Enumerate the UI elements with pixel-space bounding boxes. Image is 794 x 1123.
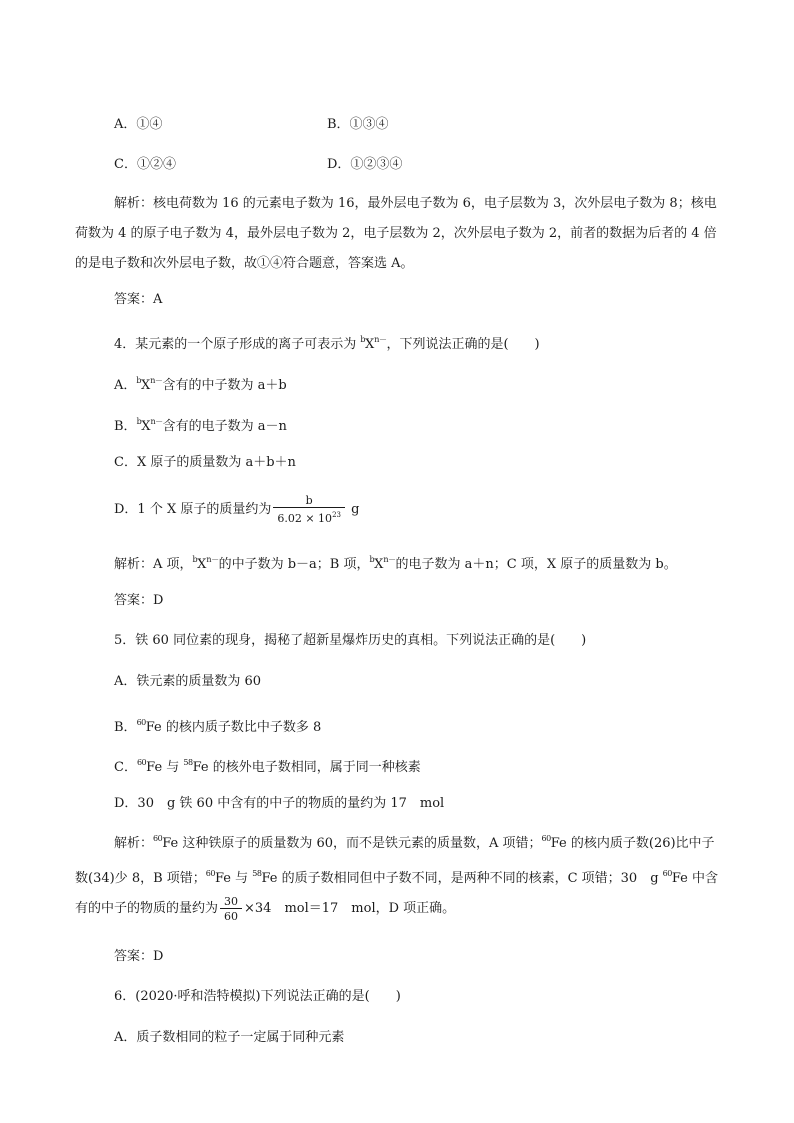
q5-analysis: 解析：$^{60}$Fe 这种铁原子的质量数为 60，而不是铁元素的质量数，A 项错；$^{60}$Fe 的核内质子数(26)比中子数(34)少 8，B 项错；$^{60}$Fe 与 $^{58}$Fe 的质子数相同但中子数不同，是两种不同的核素，C 项错；30 g $^{60}$Fe 中含有的中子的物质的量约为 $\frac{30}{60}$ ×34 mol＝17 mol，D 项正确。 [75,834,718,923]
q4-option-a: A．$^bX^{n-}$含有的中子数为 a＋b [114,376,287,393]
q4-stem-post: ，下列说法正确的是( ) [386,337,540,352]
ion-notation: $^bX^{n-}$ [136,417,163,434]
q4-option-b: B．$^bX^{n-}$含有的电子数为 a－n [114,417,287,434]
ion-notation: $^bX^{n-}$ [192,555,219,572]
q4-option-c: C．X 原子的质量数为 a＋b＋n [114,455,296,470]
q3-answer: 答案：A [114,292,163,307]
q3-analysis: 解析：核电荷数为 16 的元素电子数为 16，最外层电子数为 6，电子层数为 3，次外层电子数为 8；核电荷数为 4 的原子电子数为 4，最外层电子数为 2，电子层数为 2，次外层电子数为 2，前者的数据为后者的 4 倍的是电子数和次外层电子数，故①④符合题意，答案选 A。 [75,196,717,271]
q5-option-c: C．$^{60}$Fe 与 $^{58}$Fe 的核外电子数相同，属于同一种核素 [114,758,421,775]
q5-answer: 答案：D [114,949,164,964]
q5-option-b: B．$^{60}$Fe 的核内质子数比中子数多 8 [114,718,322,735]
ion-notation: $^bX^{n-}$ [136,376,163,393]
option-c: C．①②④ [114,157,176,172]
fraction: $\frac{30}{60}$ [220,895,242,923]
q4-stem-pre: 4．某元素的一个原子形成的离子可表示为 [114,337,361,352]
q4-option-d: D．1 个 X 原子的质量约为 $\frac{b}{6.02 \times 10^{23}}$ g [114,494,360,525]
q4-answer: 答案：D [114,593,164,608]
ion-notation: $^bX^{n-}$ [360,335,387,352]
q6-stem: 6．(2020·呼和浩特模拟)下列说法正确的是( ) [114,989,401,1004]
fraction: $\frac{b}{6.02 \times 10^{23}}$ [273,494,345,525]
ion-notation: $^bX^{n-}$ [369,555,396,572]
q5-stem: 5．铁 60 同位素的现身，揭秘了超新星爆炸历史的真相。下列说法正确的是( ) [114,633,587,648]
option-b: B．①③④ [327,117,389,132]
q4-stem [114,332,540,353]
q5-option-a: A．铁元素的质量数为 60 [114,674,262,689]
q5-option-d: D．30 g 铁 60 中含有的中子的物质的量约为 17 mol [114,796,445,811]
option-a: A．①④ [114,117,163,132]
option-d: D．①②③④ [327,157,403,172]
q6-option-a: A．质子数相同的粒子一定属于同种元素 [114,1030,345,1045]
q4-analysis: 解析：A 项，$^bX^{n-}$的中子数为 b－a；B 项，$^bX^{n-}$的电子数为 a＋n；C 项，X 原子的质量数为 b。 [114,555,677,572]
